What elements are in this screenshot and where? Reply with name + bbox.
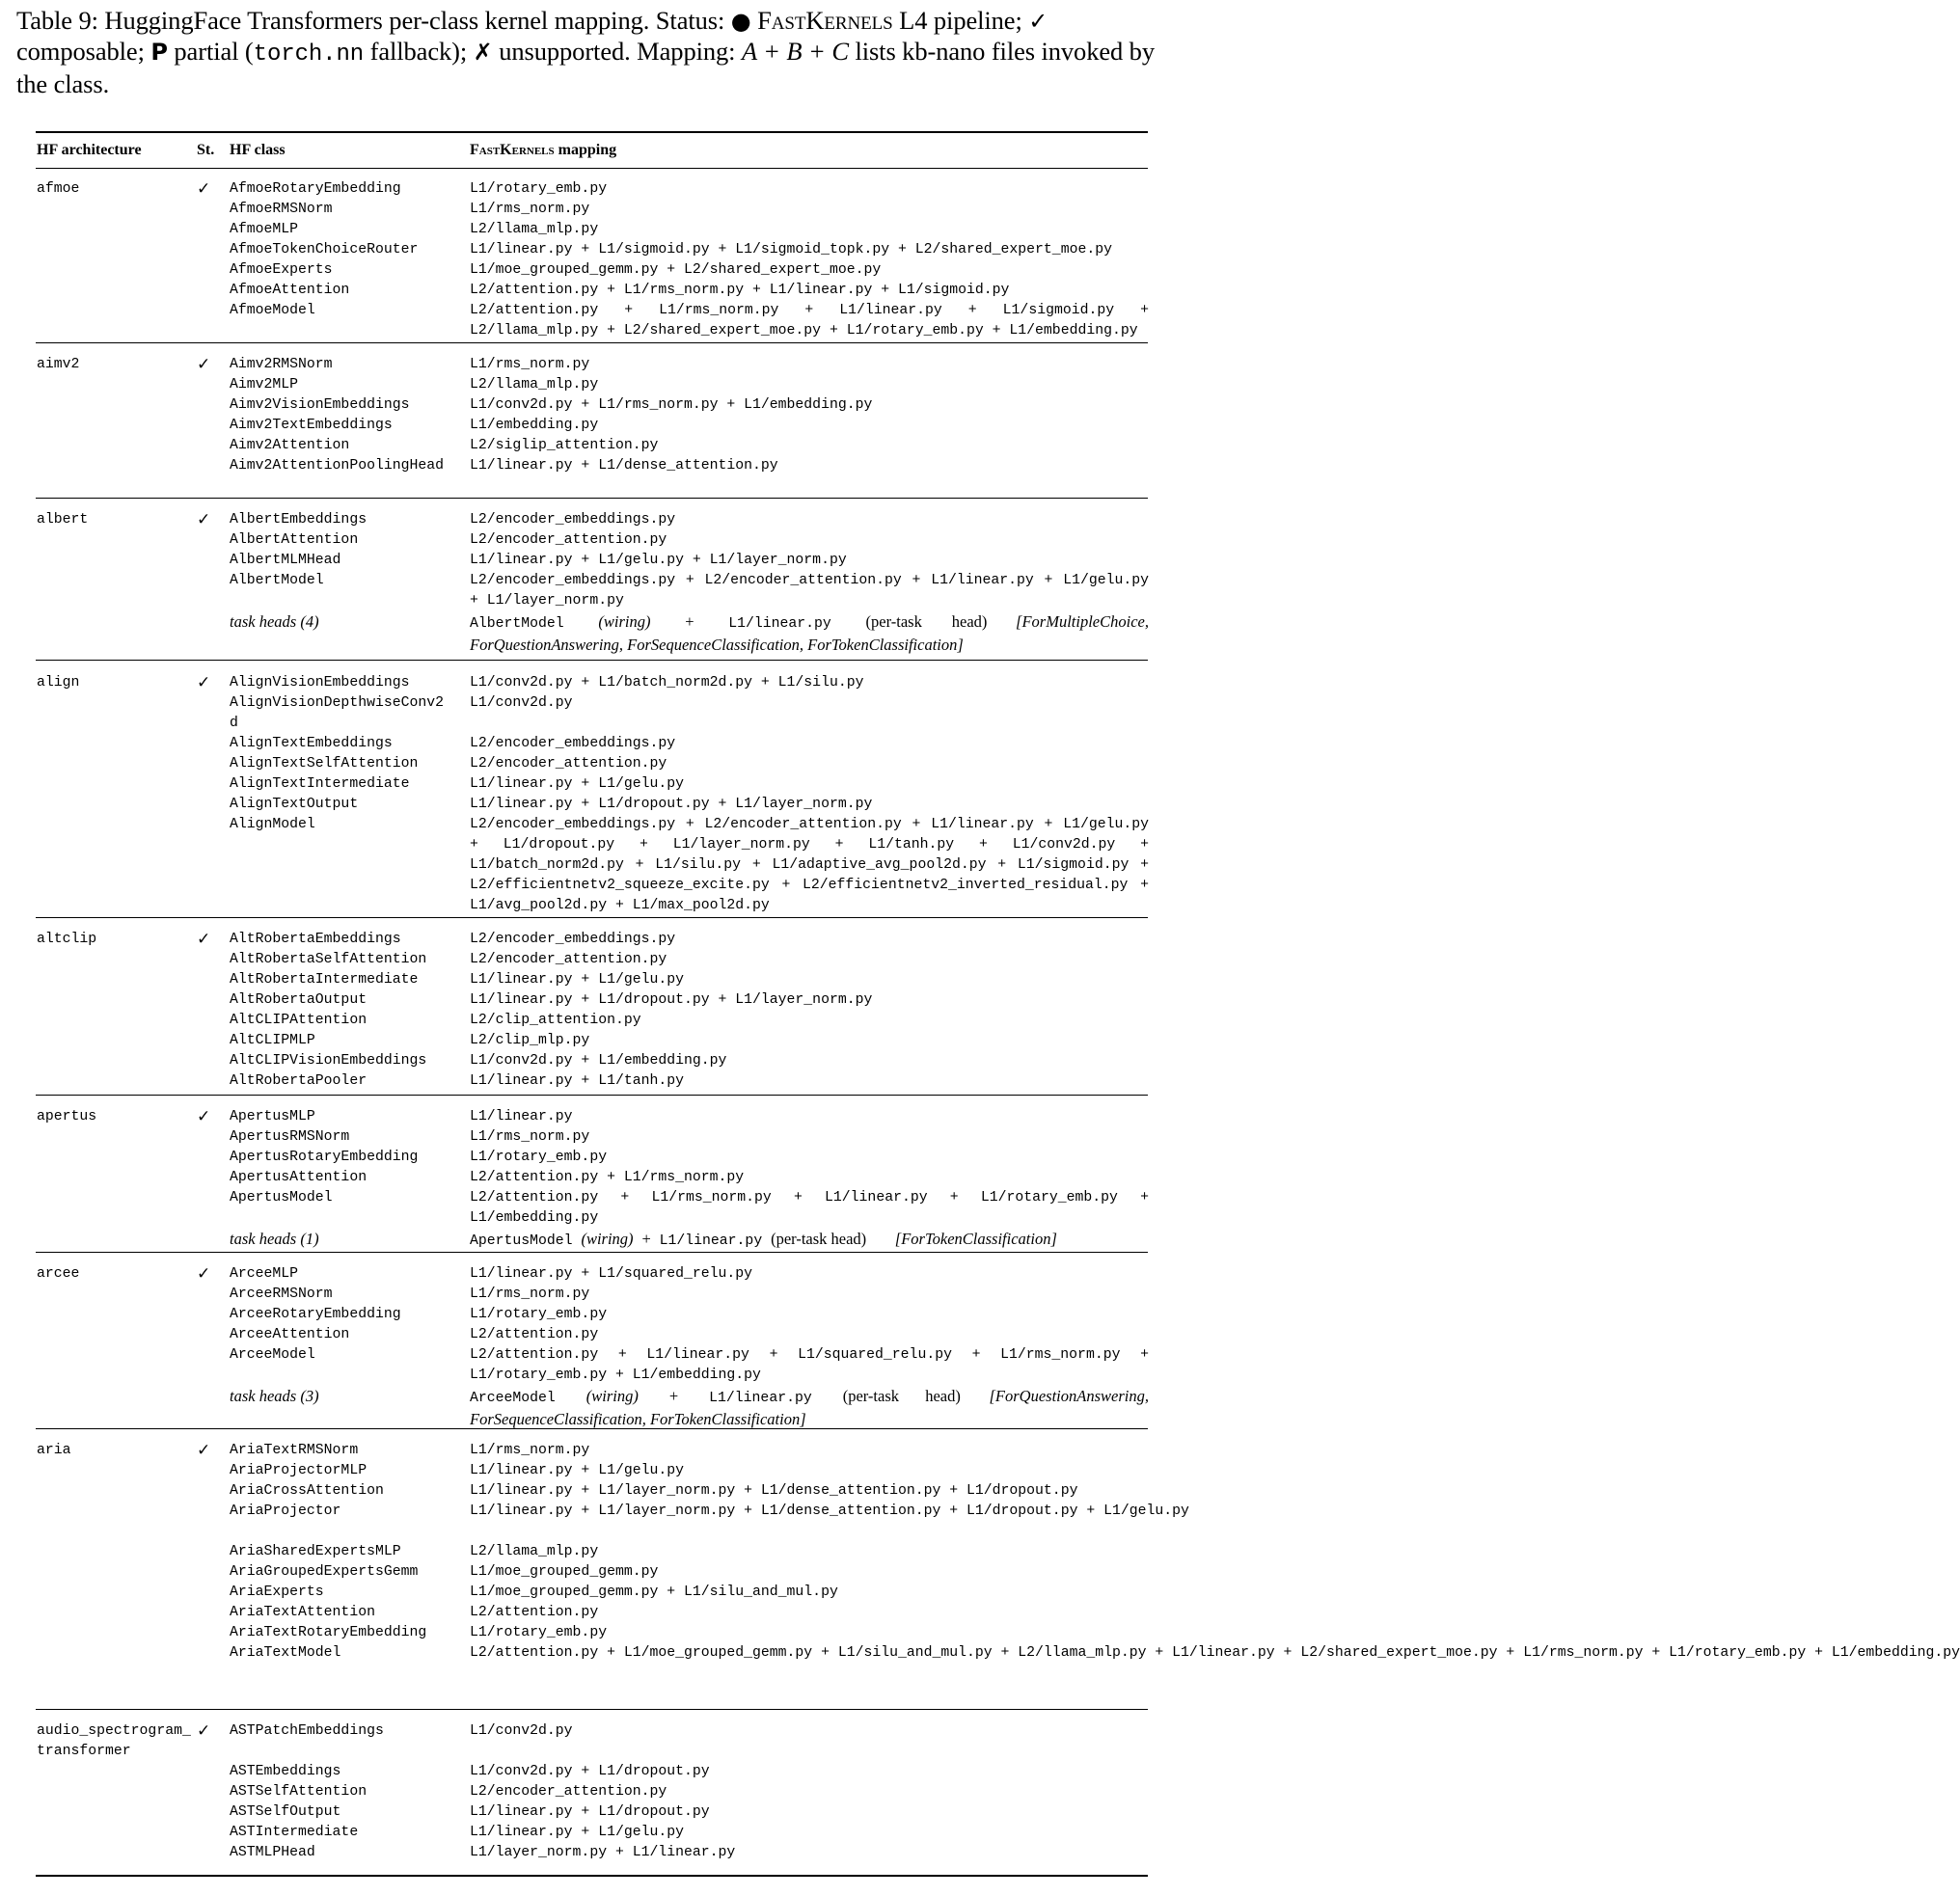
column-header-class: HF class (230, 142, 286, 158)
class-name: Aimv2RMSNorm (230, 357, 333, 372)
class-name: AriaSharedExpertsMLP (230, 1544, 401, 1559)
kernel-mapping: L1/moe_grouped_gemm.py + L1/silu_and_mul.py (470, 1585, 838, 1600)
architecture-name: albert (37, 512, 89, 528)
status-check-icon: ✓ (197, 1264, 211, 1284)
group-separator-rule (36, 917, 1148, 918)
architecture-name: align (37, 675, 80, 691)
class-name: Aimv2VisionEmbeddings (230, 397, 410, 413)
plus-sign: + (685, 612, 694, 631)
check-icon: ✓ (1028, 8, 1048, 35)
architecture-name: aimv2 (37, 357, 80, 372)
class-name: AltRobertaOutput (230, 992, 368, 1008)
class-name: Aimv2AttentionPoolingHead (230, 458, 444, 474)
class-name: ASTIntermediate (230, 1825, 359, 1840)
kernel-mapping: L1/rotary_emb.py (470, 1625, 608, 1640)
class-name: AltCLIPVisionEmbeddings (230, 1053, 427, 1069)
group-separator-rule (36, 1709, 1148, 1710)
status-check-icon: ✓ (197, 510, 211, 529)
class-name: Aimv2TextEmbeddings (230, 418, 393, 433)
kernel-mapping: L1/rotary_emb.py (470, 181, 608, 197)
class-name: AltRobertaPooler (230, 1073, 368, 1089)
caption-fallback-suffix: fallback); (369, 37, 468, 66)
kernel-mapping: L1/rotary_emb.py (470, 1307, 608, 1322)
kernel-mapping: L1/linear.py (470, 1109, 573, 1124)
class-name: AlignModel (230, 817, 315, 832)
head-model-name: ApertusModel (470, 1233, 573, 1249)
task-heads-label: task heads (1) (230, 1230, 319, 1248)
class-name: ASTMLPHead (230, 1845, 315, 1860)
class-name: AriaProjectorMLP (230, 1463, 368, 1478)
group-separator-rule (36, 342, 1148, 343)
class-name: ArceeAttention (230, 1327, 350, 1342)
class-name: ArceeModel (230, 1347, 315, 1363)
task-head-list: [ForTokenClassification] (894, 1230, 1057, 1248)
kernel-mapping: L1/linear.py + L1/dropout.py + L1/layer_norm.py (470, 992, 873, 1008)
class-name: AlignVisionEmbeddings (230, 675, 410, 691)
architecture-name: audio_spectrogram_ transformer (37, 1723, 191, 1759)
class-name: AltCLIPMLP (230, 1033, 315, 1048)
class-name: AltCLIPAttention (230, 1013, 368, 1028)
plus-sign: + (641, 1230, 651, 1248)
class-name: ASTPatchEmbeddings (230, 1723, 384, 1739)
caption-mapping-formula: A + B + C (741, 37, 849, 66)
class-name: ApertusRotaryEmbedding (230, 1150, 419, 1165)
column-header-mapping (470, 142, 616, 159)
kernel-mapping: L1/linear.py + L1/dropout.py + L1/layer_norm.py (470, 797, 873, 812)
class-name: AriaTextRMSNorm (230, 1443, 359, 1458)
class-name: ASTSelfOutput (230, 1804, 341, 1820)
kernel-mapping: L2/attention.py + L1/linear.py + L1/squared_relu.py + L1/rms_norm.py + L1/rotary_emb.py + L1/embedding.py (470, 1347, 1149, 1383)
kernel-mapping: L1/conv2d.py (470, 1723, 573, 1739)
kernel-mapping: L2/siglip_attention.py (470, 438, 659, 453)
status-check-icon: ✓ (197, 673, 211, 692)
class-name: AriaTextModel (230, 1645, 341, 1661)
group-separator-rule (36, 1428, 1148, 1429)
kernel-mapping: L1/rms_norm.py (470, 357, 590, 372)
status-check-icon: ✓ (197, 1441, 211, 1460)
class-name: ApertusModel (230, 1190, 333, 1205)
caption-unsupported: unsupported. Mapping: (499, 37, 736, 66)
kernel-mapping: L2/encoder_embeddings.py (470, 512, 676, 528)
kernel-mapping: L2/llama_mlp.py (470, 377, 599, 393)
class-name: AfmoeModel (230, 303, 315, 318)
task-head-list: [ForQuestionAnswering, ForSequenceClassification, ForTokenClassification] (470, 1387, 1149, 1428)
kernel-mapping: L2/llama_mlp.py (470, 1544, 599, 1559)
kernel-mapping: L1/linear.py + L1/gelu.py (470, 776, 684, 792)
class-name: AfmoeMLP (230, 222, 299, 237)
status-check-icon: ✓ (197, 1107, 211, 1126)
bullet-icon: ● (730, 8, 751, 35)
class-name: ArceeRotaryEmbedding (230, 1307, 401, 1322)
architecture-name: apertus (37, 1109, 97, 1124)
kernel-mapping: L2/encoder_embeddings.py + L2/encoder_attention.py + L1/linear.py + L1/gelu.py + L1/dropout.py + L1/layer_norm.py + L1/tanh.py + L1/conv2d.py + L1/batch_norm2d.py + L1/silu.py + L1/adaptive_avg_pool2d.py + L1/sigmoid.py + L2/efficientnetv2_squeeze_excite.py + L2/efficientnetv2_inverted_residual.py + L1/avg_pool2d.py + L1/max_pool2d.py (470, 817, 1149, 913)
column-header-status: St. (197, 142, 215, 158)
kernel-mapping: L2/encoder_attention.py (470, 952, 667, 967)
class-name: AlbertModel (230, 573, 324, 588)
class-name: AfmoeTokenChoiceRouter (230, 242, 419, 257)
task-heads-label: task heads (4) (230, 612, 319, 631)
kernel-mapping: L1/linear.py + L1/sigmoid.py + L1/sigmoid_topk.py + L2/shared_expert_moe.py (470, 242, 1112, 257)
kernel-mapping: L2/llama_mlp.py (470, 222, 599, 237)
kernel-mapping: L1/layer_norm.py + L1/linear.py (470, 1845, 736, 1860)
class-name: ArceeRMSNorm (230, 1287, 333, 1302)
kernel-mapping (470, 611, 1149, 652)
status-check-icon: ✓ (197, 179, 211, 199)
kernel-mapping: L2/encoder_embeddings.py (470, 736, 676, 751)
table-caption (16, 6, 1169, 99)
class-name: AfmoeRMSNorm (230, 202, 333, 217)
caption-label: Table 9: HuggingFace Transformers per-class kernel mapping. Status: (16, 6, 725, 35)
column-header-arch: HF architecture (37, 142, 142, 158)
kernel-mapping: L2/encoder_attention.py (470, 756, 667, 772)
head-model-name: ArceeModel (470, 1391, 556, 1406)
class-name: AlignTextOutput (230, 797, 359, 812)
group-separator-rule (36, 498, 1148, 499)
head-file: L1/linear.py (659, 1233, 763, 1249)
kernel-mapping: L1/rms_norm.py (470, 1287, 590, 1302)
kernel-mapping: L1/linear.py + L1/tanh.py (470, 1073, 684, 1089)
head-model-name: AlbertModel (470, 616, 564, 632)
class-name: AltRobertaEmbeddings (230, 932, 401, 947)
architecture-name: arcee (37, 1266, 80, 1282)
kernel-mapping: L2/attention.py + L1/rms_norm.py + L1/linear.py + L1/rotary_emb.py + L1/embedding.py (470, 1190, 1149, 1226)
kernel-mapping: L1/moe_grouped_gemm.py (470, 1564, 659, 1580)
caption-pipeline-suffix: L4 pipeline; (899, 6, 1022, 35)
task-head-list: [ForMultipleChoice, ForQuestionAnswering, ForSequenceClassification, ForTokenClassification] (470, 612, 1149, 654)
kernel-mapping: L2/attention.py + L1/rms_norm.py (470, 1170, 745, 1185)
kernel-mapping: L2/attention.py + L1/moe_grouped_gemm.py + L1/silu_and_mul.py + L2/llama_mlp.py + L1/linear.py + L2/shared_expert_moe.py + L1/rms_norm.py + L1/rotary_emb.py + L1/embedding.py (470, 1645, 1960, 1661)
caption-fallback-code: torch.nn (253, 41, 365, 68)
kernel-mapping: L1/embedding.py (470, 418, 599, 433)
kernel-mapping: L1/conv2d.py + L1/rms_norm.py + L1/embedding.py (470, 397, 873, 413)
class-name: AriaGroupedExpertsGemm (230, 1564, 419, 1580)
class-name: AltRobertaIntermediate (230, 972, 419, 988)
class-name: Aimv2Attention (230, 438, 350, 453)
kernel-mapping: L2/clip_mlp.py (470, 1033, 590, 1048)
kernel-mapping: L1/linear.py + L1/layer_norm.py + L1/dense_attention.py + L1/dropout.py (470, 1483, 1078, 1499)
kernel-mapping: L1/linear.py + L1/gelu.py (470, 1463, 684, 1478)
kernel-mapping (470, 1229, 1149, 1269)
status-check-icon: ✓ (197, 1721, 211, 1741)
kernel-mapping: L1/linear.py + L1/gelu.py (470, 1825, 684, 1840)
kernel-mapping: L2/encoder_attention.py (470, 1784, 667, 1800)
kernel-mapping: L2/attention.py (470, 1605, 599, 1620)
class-name: ArceeMLP (230, 1266, 299, 1282)
status-check-icon: ✓ (197, 930, 211, 949)
kernel-mapping: L1/linear.py + L1/gelu.py + L1/layer_norm.py (470, 553, 847, 568)
status-check-icon: ✓ (197, 355, 211, 374)
kernel-mapping: L1/rms_norm.py (470, 202, 590, 217)
class-name: AltRobertaSelfAttention (230, 952, 427, 967)
table-top-rule (36, 131, 1148, 133)
kernel-mapping: L1/conv2d.py (470, 695, 573, 711)
group-separator-rule (36, 660, 1148, 661)
class-name: ASTEmbeddings (230, 1764, 341, 1779)
wiring-note: (wiring) (585, 1387, 639, 1405)
wiring-note: (wiring) (598, 612, 651, 631)
plus-sign: + (668, 1387, 679, 1405)
class-name: AlbertMLMHead (230, 553, 341, 568)
kernel-mapping: L1/conv2d.py + L1/embedding.py (470, 1053, 727, 1069)
class-name: AriaProjector (230, 1503, 341, 1519)
kernel-mapping: L1/rotary_emb.py (470, 1150, 608, 1165)
kernel-mapping: L1/conv2d.py + L1/dropout.py (470, 1764, 710, 1779)
table-header-rule (36, 168, 1148, 169)
class-name: ASTSelfAttention (230, 1784, 368, 1800)
kernel-mapping (470, 1386, 1149, 1426)
kernel-mapping: L2/encoder_embeddings.py (470, 932, 676, 947)
kernel-mapping: L1/linear.py + L1/dense_attention.py (470, 458, 778, 474)
kernel-mapping: L2/clip_attention.py (470, 1013, 641, 1028)
kernel-mapping: L1/linear.py + L1/squared_relu.py (470, 1266, 753, 1282)
architecture-name: afmoe (37, 181, 80, 197)
kernel-mapping: L1/linear.py + L1/layer_norm.py + L1/dense_attention.py + L1/dropout.py + L1/gelu.py (470, 1503, 1189, 1519)
class-name: ApertusMLP (230, 1109, 315, 1124)
kernel-mapping: L1/conv2d.py + L1/batch_norm2d.py + L1/silu.py (470, 675, 864, 691)
kernel-mapping: L2/encoder_attention.py (470, 532, 667, 548)
head-file: L1/linear.py (709, 1391, 812, 1406)
class-name: AriaCrossAttention (230, 1483, 384, 1499)
caption-composable: composable; (16, 37, 145, 66)
class-name: Aimv2MLP (230, 377, 299, 393)
architecture-name: altclip (37, 932, 97, 947)
class-name: AlbertAttention (230, 532, 359, 548)
class-name: AriaTextAttention (230, 1605, 375, 1620)
column-header-mapping-name: FastKernels (470, 142, 555, 158)
kernel-mapping: L2/attention.py + L1/rms_norm.py + L1/linear.py + L1/sigmoid.py + L2/llama_mlp.py + L2/shared_expert_moe.py + L1/rotary_emb.py + L1/embedding.py (470, 303, 1149, 339)
kernel-mapping: L2/attention.py (470, 1327, 599, 1342)
per-task-note: (per-task head) (865, 612, 988, 631)
head-file: L1/linear.py (728, 616, 831, 632)
class-name: AriaExperts (230, 1585, 324, 1600)
kernel-mapping: L2/encoder_embeddings.py + L2/encoder_attention.py + L1/linear.py + L1/gelu.py + L1/layer_norm.py (470, 573, 1149, 609)
task-heads-label: task heads (3) (230, 1387, 319, 1405)
class-name: ApertusAttention (230, 1170, 368, 1185)
class-name: AlignTextIntermediate (230, 776, 410, 792)
class-name: AlignVisionDepthwiseConv2 d (230, 695, 444, 731)
kernel-mapping: L2/attention.py + L1/rms_norm.py + L1/linear.py + L1/sigmoid.py (470, 283, 1010, 298)
caption-partial: partial ( (174, 37, 254, 66)
class-name: AriaTextRotaryEmbedding (230, 1625, 427, 1640)
caption-mapping-suffix: lists kb-nano files invoked by the class. (16, 37, 1155, 98)
class-name: AlignTextSelfAttention (230, 756, 419, 772)
class-name: AfmoeExperts (230, 262, 333, 278)
class-name: AfmoeRotaryEmbedding (230, 181, 401, 197)
kernel-mapping: L1/moe_grouped_gemm.py + L2/shared_expert_moe.py (470, 262, 882, 278)
class-name: AfmoeAttention (230, 283, 350, 298)
kernel-mapping: L1/rms_norm.py (470, 1443, 590, 1458)
column-header-mapping-suffix: mapping (558, 142, 617, 158)
kernel-mapping: L1/linear.py + L1/dropout.py (470, 1804, 710, 1820)
wiring-note: (wiring) (581, 1230, 634, 1248)
kernel-mapping: L1/rms_norm.py (470, 1129, 590, 1145)
class-name: AlignTextEmbeddings (230, 736, 393, 751)
partial-icon: P (150, 39, 168, 66)
kernel-mapping: L1/linear.py + L1/gelu.py (470, 972, 684, 988)
group-separator-rule (36, 1095, 1148, 1096)
cross-icon: ✗ (473, 39, 493, 66)
per-task-note: (per-task head) (842, 1387, 961, 1405)
caption-pipeline-name: FastKernels (757, 6, 893, 35)
per-task-note: (per-task head) (771, 1230, 867, 1248)
class-name: ApertusRMSNorm (230, 1129, 350, 1145)
group-separator-rule (36, 1252, 1148, 1253)
architecture-name: aria (37, 1443, 71, 1458)
table-bottom-rule (36, 1875, 1148, 1877)
class-name: AlbertEmbeddings (230, 512, 368, 528)
